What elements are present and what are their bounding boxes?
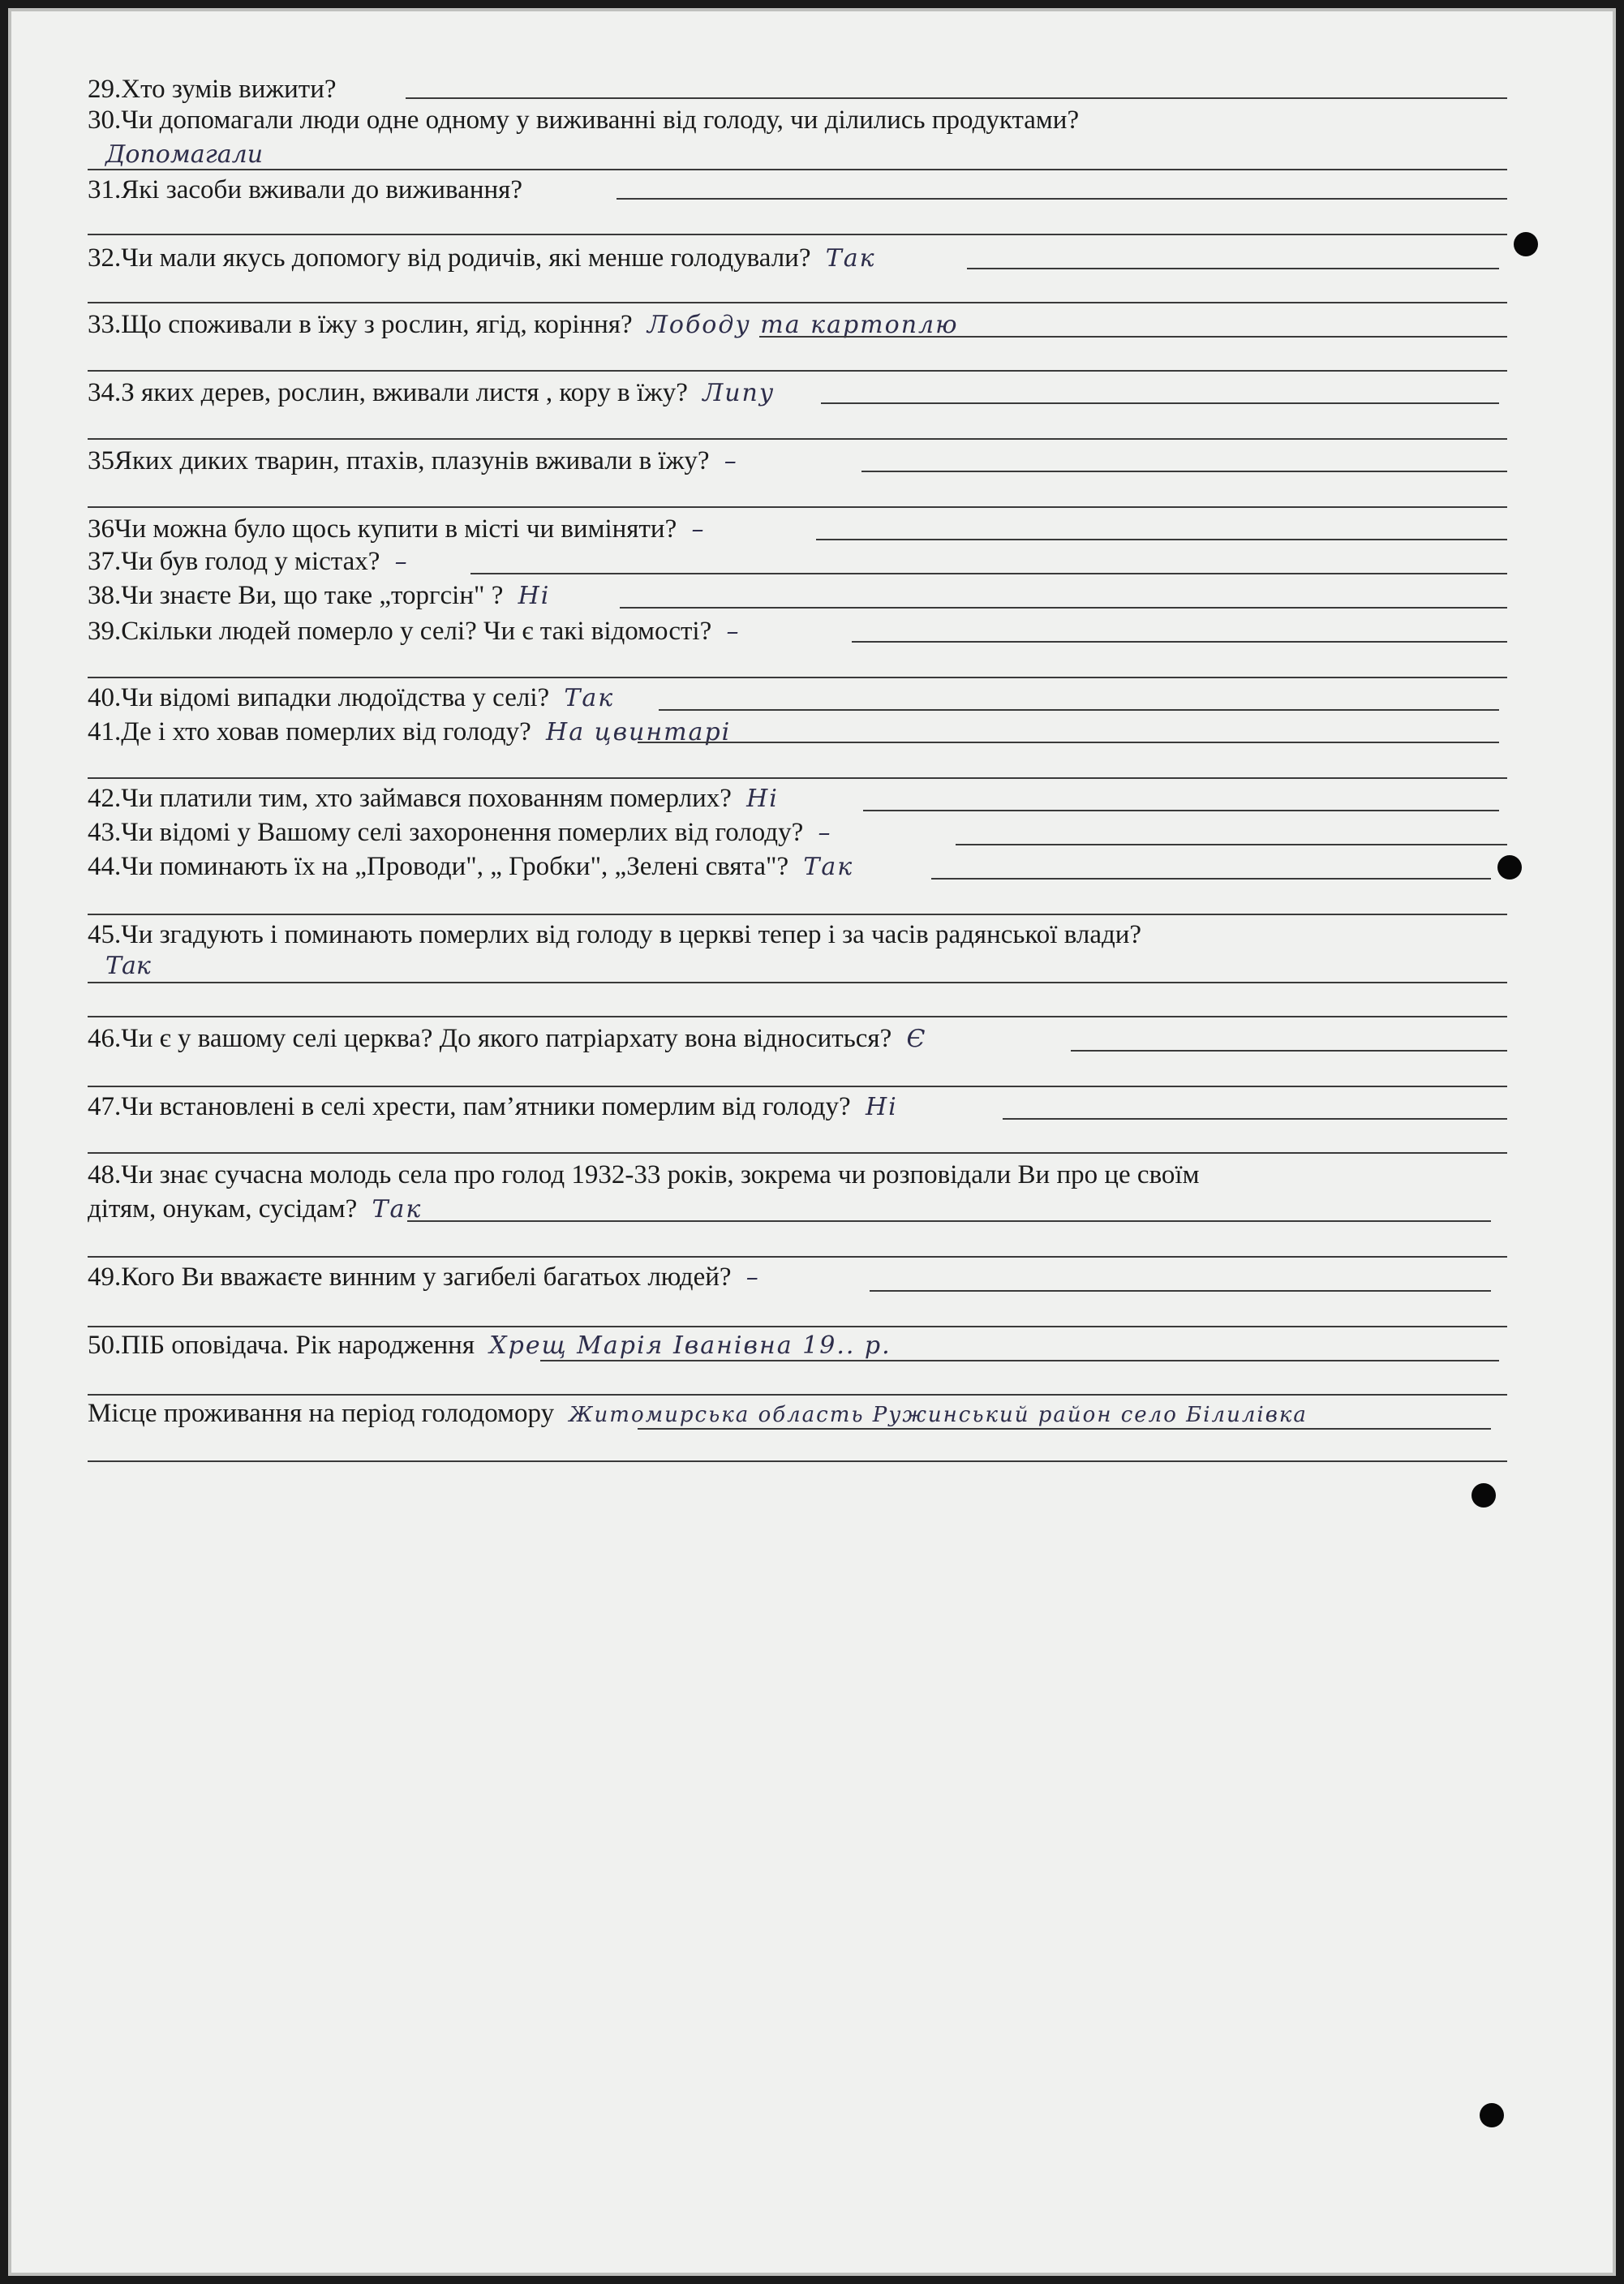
answer-line (88, 1016, 1507, 1017)
answer-35: – (724, 447, 738, 475)
question-37-text: 37.Чи був голод у містах? (88, 547, 380, 576)
answer-34: Липу (702, 379, 775, 407)
question-48-text-line2: дітям, онукам, сусідам? (88, 1194, 358, 1224)
answer-line (861, 471, 1507, 472)
question-42-text: 42.Чи платили тим, хто займався похованням померлих? (88, 784, 732, 813)
answer-line (870, 1290, 1491, 1292)
answer-40: Так (564, 684, 615, 712)
answer-line (88, 506, 1507, 508)
question-32-text: 32.Чи мали якусь допомогу від родичів, які менше голодували? (88, 243, 811, 273)
answer-line (1003, 1118, 1507, 1120)
question-49 (88, 1262, 1507, 1293)
answer-43: – (818, 819, 832, 847)
answer-33: Лободу та картоплю (647, 311, 959, 339)
question-31-text: 31.Які засоби вживали до виживання? (88, 175, 522, 204)
answer-line (967, 268, 1499, 269)
answer-line (88, 982, 1507, 983)
answer-45-text: Так (105, 952, 151, 980)
answer-line (88, 169, 1507, 170)
binder-hole (1471, 1483, 1496, 1508)
answer-32: Так (825, 244, 876, 273)
answer-line (638, 1428, 1491, 1430)
residence-question (88, 1399, 1507, 1429)
question-48 (88, 1160, 1507, 1190)
answer-line (88, 234, 1507, 235)
answer-line (759, 336, 1507, 338)
question-34-text: 34.З яких дерев, рослин, вживали листя , кору в їжу? (88, 378, 688, 407)
answer-line (88, 1256, 1507, 1258)
answer-46: Є (906, 1025, 927, 1053)
answer-48: Так (372, 1195, 423, 1224)
question-41-text: 41.Де і хто ховав померлих від голоду? (88, 717, 531, 746)
residence-answer: Житомирська область Ружинський район село Білилівка (569, 1403, 1308, 1427)
question-35-text: 35Яких диких тварин, птахів, плазунів вживали в їжу? (88, 446, 710, 475)
question-50 (88, 1331, 1507, 1361)
answer-44: Так (803, 853, 854, 881)
question-43-text: 43.Чи відомі у Вашому селі захоронення померлих від голоду? (88, 818, 804, 847)
answer-37: – (394, 548, 409, 576)
question-44-text: 44.Чи поминають їх на „Проводи", „ Гробки", „Зелені свята"? (88, 852, 789, 881)
answer-line (88, 438, 1507, 440)
question-36-text: 36Чи можна було щось купити в місті чи виміняти? (88, 514, 677, 544)
answer-line (406, 97, 1507, 99)
answer-line (88, 1152, 1507, 1154)
answer-line (470, 573, 1507, 574)
answer-line (852, 641, 1507, 643)
question-40-text: 40.Чи відомі випадки людоїдства у селі? (88, 683, 550, 712)
answer-line (407, 1220, 1491, 1222)
question-48-text: 48.Чи знає сучасна молодь села про голод 1932-33 років, зокрема чи розповідали Ви про це своїм (88, 1160, 1200, 1189)
answer-line (816, 539, 1507, 540)
answer-45 (105, 951, 1525, 981)
binder-hole (1514, 232, 1538, 256)
answer-line (88, 302, 1507, 303)
question-38-text: 38.Чи знаєте Ви, що таке „торгсін" ? (88, 581, 504, 610)
binder-hole (1497, 855, 1522, 880)
question-45-text: 45.Чи згадують і поминають померлих від голоду в церкві тепер і за часів радянської влади? (88, 920, 1142, 949)
question-50-text: 50.ПІБ оповідача. Рік народження (88, 1331, 475, 1360)
question-47-text: 47.Чи встановлені в селі хрести, пам’ятники померлим від голоду? (88, 1092, 851, 1121)
question-29-text: 29.Хто зумів вижити? (88, 75, 337, 104)
answer-line (956, 844, 1507, 845)
answer-line (88, 370, 1507, 372)
answer-41: На цвинтарі (546, 718, 732, 746)
answer-line (1071, 1050, 1507, 1052)
answer-30-text: Допомагали (105, 140, 264, 169)
answer-line (88, 1394, 1507, 1396)
question-30-text: 30.Чи допомагали люди одне одному у виживанні від голоду, чи ділились продуктами? (88, 105, 1080, 135)
answer-line (540, 1360, 1499, 1361)
answer-line (659, 709, 1499, 711)
answer-line (638, 742, 1499, 743)
question-31 (88, 175, 1507, 205)
question-49-text: 49.Кого Ви вважаєте винним у загибелі багатьох людей? (88, 1262, 732, 1292)
question-39-text: 39.Скільки людей померло у селі? Чи є такі відомості? (88, 617, 712, 646)
answer-line (88, 1086, 1507, 1087)
answer-line (88, 914, 1507, 915)
answer-line (88, 777, 1507, 779)
answer-47: Ні (865, 1093, 898, 1121)
answer-line (88, 1326, 1507, 1327)
residence-label: Місце проживання на період голодомору (88, 1399, 555, 1428)
answer-line (88, 1460, 1507, 1462)
question-45 (88, 920, 1507, 950)
answer-50: Хрещ Марія Іванівна 19.. р. (489, 1331, 891, 1360)
answer-30 (105, 140, 1525, 170)
question-30 (88, 105, 1507, 135)
answer-49: – (745, 1263, 760, 1292)
question-33-text: 33.Що споживали в їжу з рослин, ягід, коріння? (88, 310, 633, 339)
answer-line (931, 878, 1491, 880)
question-46-text: 46.Чи є у вашому селі церква? До якого патріархату вона відноситься? (88, 1024, 892, 1053)
answer-line (88, 677, 1507, 678)
answer-line (620, 607, 1507, 609)
answer-38: Ні (518, 582, 551, 610)
binder-hole (1480, 2103, 1504, 2127)
answer-42: Ні (746, 785, 779, 813)
answer-line (863, 810, 1499, 811)
answer-line (821, 402, 1499, 404)
question-29 (88, 75, 1507, 105)
answer-39: – (726, 617, 741, 646)
answer-line (617, 198, 1507, 200)
answer-36: – (691, 515, 706, 544)
